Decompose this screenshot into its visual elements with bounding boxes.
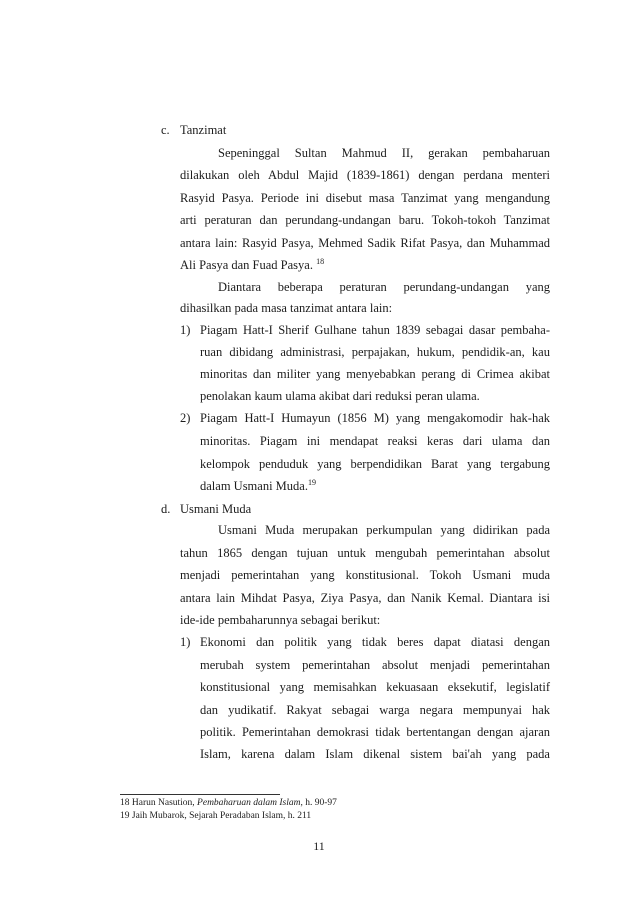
- list-item-line: politik. Pemerintahan demokrasi tidak bertentangan dengan ajaran: [200, 725, 550, 739]
- section-d-marker: d.: [161, 502, 171, 516]
- paragraph-line: dilakukan oleh Abdul Majid (1839-1861) dengan perdana menteri: [180, 168, 550, 182]
- list-item-line: konstitusional yang memisahkan kekuasaan eksekutif, legislatif: [200, 680, 550, 694]
- paragraph-line-last: [180, 257, 324, 273]
- paragraph-text: Ali Pasya dan Fuad Pasya.: [180, 258, 313, 272]
- section-c-heading: Tanzimat: [180, 123, 227, 137]
- footnote-ref-19: 19: [307, 477, 316, 487]
- list-item-line: Piagam Hatt-I Sherif Gulhane tahun 1839 sebagai dasar pembaha-: [200, 323, 550, 337]
- paragraph-line: dihasilkan pada masa tanzimat antara lain:: [180, 301, 393, 315]
- list-item-line: minoritas. Piagam ini mendapat reaksi keras dari ulama dan: [200, 434, 550, 448]
- list-item-line: penolakan kaum ulama akibat dari reduksi peran ulama.: [200, 389, 480, 403]
- paragraph-line: menjadi pemerintahan yang konstitusional. Tokoh Usmani muda: [180, 568, 550, 582]
- footnote-19: 19 Jaih Mubarok, Sejarah Peradaban Islam, h. 211: [120, 811, 312, 821]
- paragraph-line: Sepeninggal Sultan Mahmud II, gerakan pembaharuan: [218, 146, 550, 160]
- list-item-text: dalam Usmani Muda.: [200, 479, 308, 493]
- paragraph-line: ide-ide pembaharunnya sebagai berikut:: [180, 613, 381, 627]
- paragraph-line: Rasyid Pasya. Periode ini disebut masa Tanzimat yang mengandung: [180, 191, 550, 205]
- list-item-line: dan yudikatif. Rakyat sebagai warga negara mempunyai hak: [200, 703, 550, 717]
- section-d-heading: Usmani Muda: [180, 502, 252, 516]
- paragraph-line: antara lain Mihdat Pasya, Ziya Pasya, dan Nanik Kemal. Diantara isi: [180, 591, 550, 605]
- list-item-line: Piagam Hatt-I Humayun (1856 M) yang mengakomodir hak-hak: [200, 411, 550, 425]
- paragraph-line: Usmani Muda merupakan perkumpulan yang didirikan pada: [218, 523, 550, 537]
- list-number: 2): [180, 411, 191, 425]
- footnote-text: 18 Harun Nasution,: [120, 798, 198, 808]
- paragraph-line: arti peraturan dan perundang-undangan baru. Tokoh-tokoh Tanzimat: [180, 213, 550, 227]
- list-item-line: merubah system pemerintahan absolut menjadi pemerintahan: [200, 658, 550, 672]
- list-item-line: Islam, karena dalam Islam dikenal sistem bai'ah yang pada: [200, 747, 550, 761]
- footnote-text: , h. 90-97: [300, 798, 337, 808]
- list-number: 1): [180, 323, 191, 337]
- list-item-line-last: [200, 478, 316, 494]
- footnote-18: [120, 797, 337, 809]
- section-c-marker: c.: [161, 123, 170, 137]
- paragraph-line: Diantara beberapa peraturan perundang-undangan yang: [218, 280, 550, 294]
- list-item-line: minoritas dan militer yang menyebabkan perang di Crimea akibat: [200, 367, 550, 381]
- list-number: 1): [180, 635, 191, 649]
- list-item-line: Ekonomi dan politik yang tidak beres dapat diatasi dengan: [200, 635, 550, 649]
- page-number: 11: [313, 839, 325, 853]
- footnote-ref-18: 18: [316, 256, 325, 266]
- footnote-book-title: Pembaharuan dalam Islam: [197, 798, 301, 808]
- list-item-line: ruan dibidang administrasi, perpajakan, hukum, pendidik-an, kau: [200, 345, 550, 359]
- list-item-line: kelompok penduduk yang berpendidikan Barat yang tergabung: [200, 457, 550, 471]
- paragraph-line: tahun 1865 dengan tujuan untuk mengubah pemerintahan absolut: [180, 546, 550, 560]
- paragraph-line: antara lain: Rasyid Pasya, Mehmed Sadik Rifat Pasya, dan Muhammad: [180, 236, 550, 250]
- footnote-separator: [120, 794, 280, 795]
